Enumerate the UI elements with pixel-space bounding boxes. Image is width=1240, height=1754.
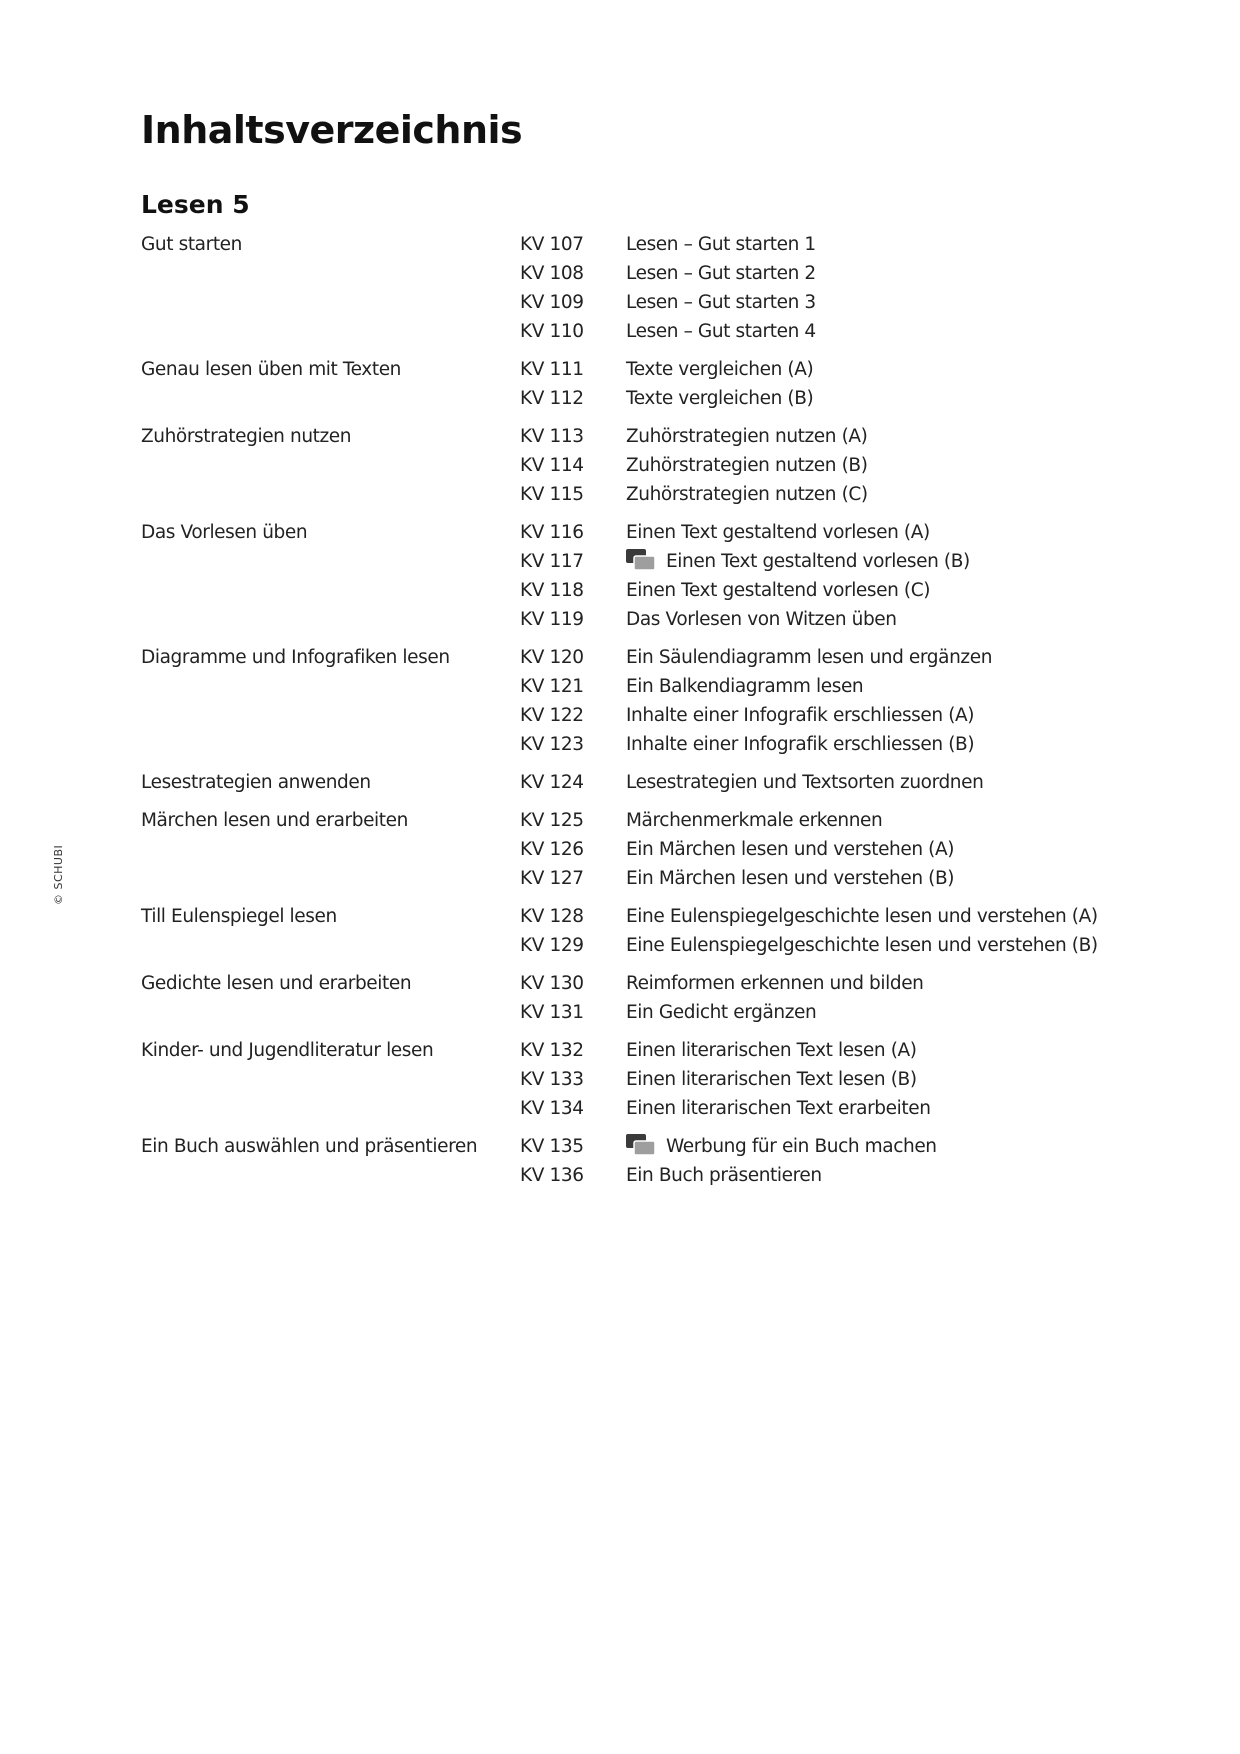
entry-title: Eine Eulenspiegelgeschichte lesen und verstehen (B)	[626, 935, 1098, 956]
entry-title-wrap	[626, 1065, 917, 1094]
kv-number: KV 127	[520, 868, 584, 889]
entry-title-wrap	[626, 998, 816, 1027]
kv-number: KV 130	[520, 973, 584, 994]
toc-entry	[141, 230, 1101, 259]
entry-title-wrap	[626, 518, 930, 547]
copyright-notice: © SCHUBI	[52, 844, 65, 905]
entry-title-wrap	[626, 576, 930, 605]
screen-media-icon	[626, 549, 656, 571]
entry-title: Inhalte einer Infografik erschliessen (B)	[626, 734, 975, 755]
entry-title-wrap	[626, 422, 867, 451]
kv-number: KV 126	[520, 839, 584, 860]
toc-group	[141, 422, 1101, 509]
toc-group	[141, 768, 1101, 797]
entry-title-wrap	[626, 969, 924, 998]
kv-number: KV 121	[520, 676, 584, 697]
entry-title-wrap	[626, 835, 954, 864]
toc-entry	[141, 1036, 1101, 1065]
toc-group	[141, 643, 1101, 759]
entry-title: Texte vergleichen (A)	[626, 359, 814, 380]
entry-title: Das Vorlesen von Witzen üben	[626, 609, 897, 630]
toc-group	[141, 230, 1101, 346]
kv-number: KV 135	[520, 1136, 584, 1157]
entry-title: Märchenmerkmale erkennen	[626, 810, 883, 831]
group-title: Lesestrategien anwenden	[141, 772, 371, 793]
kv-number: KV 118	[520, 580, 584, 601]
toc-entry	[141, 806, 1101, 835]
entry-title: Texte vergleichen (B)	[626, 388, 814, 409]
entry-title: Lesen – Gut starten 2	[626, 263, 816, 284]
entry-title-wrap	[626, 317, 816, 346]
toc-entry	[141, 902, 1101, 931]
entry-title-wrap	[626, 806, 882, 835]
entry-title-wrap	[626, 384, 813, 413]
toc-group	[141, 1036, 1101, 1123]
kv-number: KV 111	[520, 359, 584, 380]
entry-title: Ein Buch präsentieren	[626, 1165, 822, 1186]
entry-title-wrap	[626, 672, 863, 701]
entry-title-wrap	[626, 730, 974, 759]
kv-number: KV 136	[520, 1165, 584, 1186]
group-title: Zuhörstrategien nutzen	[141, 426, 352, 447]
entry-title: Inhalte einer Infografik erschliessen (A)	[626, 705, 975, 726]
entry-title: Einen Text gestaltend vorlesen (C)	[626, 580, 931, 601]
kv-number: KV 128	[520, 906, 584, 927]
group-title: Ein Buch auswählen und präsentieren	[141, 1136, 478, 1157]
entry-title: Werbung für ein Buch machen	[666, 1136, 937, 1157]
kv-number: KV 122	[520, 705, 584, 726]
group-title: Gut starten	[141, 234, 242, 255]
screen-media-icon	[626, 1134, 656, 1156]
toc-entry	[141, 451, 1101, 480]
kv-number: KV 108	[520, 263, 584, 284]
entry-title: Ein Säulendiagramm lesen und ergänzen	[626, 647, 993, 668]
kv-number: KV 129	[520, 935, 584, 956]
entry-title: Lesen – Gut starten 3	[626, 292, 816, 313]
toc-entry	[141, 259, 1101, 288]
kv-number: KV 114	[520, 455, 584, 476]
toc-entry	[141, 1094, 1101, 1123]
group-title: Das Vorlesen üben	[141, 522, 308, 543]
toc-entry	[141, 1132, 1101, 1161]
entry-title-wrap	[626, 768, 983, 797]
entry-title-wrap	[626, 547, 970, 576]
toc-group	[141, 902, 1101, 960]
toc-entry	[141, 422, 1101, 451]
entry-title: Einen literarischen Text erarbeiten	[626, 1098, 931, 1119]
entry-title-wrap	[626, 355, 813, 384]
entry-title-wrap	[626, 288, 816, 317]
icon-front-screen	[634, 1141, 655, 1155]
toc-group	[141, 355, 1101, 413]
entry-title-wrap	[626, 1132, 937, 1161]
kv-number: KV 134	[520, 1098, 584, 1119]
toc-entry	[141, 835, 1101, 864]
entry-title-wrap	[626, 480, 868, 509]
kv-number: KV 124	[520, 772, 584, 793]
entry-title: Ein Balkendiagramm lesen	[626, 676, 864, 697]
entry-title: Zuhörstrategien nutzen (C)	[626, 484, 868, 505]
kv-number: KV 110	[520, 321, 584, 342]
entry-title: Ein Märchen lesen und verstehen (A)	[626, 839, 955, 860]
toc-entry	[141, 768, 1101, 797]
entry-title-wrap	[626, 259, 816, 288]
entry-title: Lesen – Gut starten 4	[626, 321, 816, 342]
kv-number: KV 113	[520, 426, 584, 447]
toc-entry	[141, 317, 1101, 346]
toc-entry	[141, 969, 1101, 998]
table-of-contents	[141, 230, 1101, 1199]
kv-number: KV 107	[520, 234, 584, 255]
entry-title: Zuhörstrategien nutzen (A)	[626, 426, 868, 447]
kv-number: KV 123	[520, 734, 584, 755]
entry-title: Ein Märchen lesen und verstehen (B)	[626, 868, 955, 889]
entry-title: Lesen – Gut starten 1	[626, 234, 816, 255]
toc-entry	[141, 1065, 1101, 1094]
entry-title: Einen literarischen Text lesen (B)	[626, 1069, 917, 1090]
toc-entry	[141, 576, 1101, 605]
group-title: Märchen lesen und erarbeiten	[141, 810, 408, 831]
entry-title: Einen Text gestaltend vorlesen (A)	[626, 522, 930, 543]
entry-title-wrap	[626, 1094, 931, 1123]
kv-number: KV 132	[520, 1040, 584, 1061]
kv-number: KV 117	[520, 551, 584, 572]
group-title: Kinder- und Jugendliteratur lesen	[141, 1040, 434, 1061]
toc-entry	[141, 672, 1101, 701]
kv-number: KV 131	[520, 1002, 584, 1023]
toc-entry	[141, 480, 1101, 509]
toc-group	[141, 969, 1101, 1027]
entry-title-wrap	[626, 230, 816, 259]
entry-title: Einen Text gestaltend vorlesen (B)	[666, 551, 970, 572]
icon-front-screen	[634, 556, 655, 570]
entry-title-wrap	[626, 701, 974, 730]
toc-entry	[141, 998, 1101, 1027]
entry-title-wrap	[626, 902, 1098, 931]
toc-entry	[141, 355, 1101, 384]
entry-title: Ein Gedicht ergänzen	[626, 1002, 817, 1023]
group-title: Till Eulenspiegel lesen	[141, 906, 337, 927]
group-title: Genau lesen üben mit Texten	[141, 359, 402, 380]
kv-number: KV 112	[520, 388, 584, 409]
entry-title-wrap	[626, 451, 868, 480]
page-title: Inhaltsverzeichnis	[141, 108, 523, 152]
kv-number: KV 120	[520, 647, 584, 668]
toc-entry	[141, 931, 1101, 960]
toc-entry	[141, 288, 1101, 317]
toc-entry	[141, 864, 1101, 893]
kv-number: KV 125	[520, 810, 584, 831]
group-title: Diagramme und Infografiken lesen	[141, 647, 450, 668]
toc-entry	[141, 730, 1101, 759]
toc-group	[141, 806, 1101, 893]
entry-title: Lesestrategien und Textsorten zuordnen	[626, 772, 984, 793]
entry-title-wrap	[626, 605, 897, 634]
entry-title: Einen literarischen Text lesen (A)	[626, 1040, 917, 1061]
entry-title: Reimformen erkennen und bilden	[626, 973, 924, 994]
entry-title-wrap	[626, 643, 992, 672]
kv-number: KV 119	[520, 609, 584, 630]
entry-title-wrap	[626, 1036, 917, 1065]
entry-title: Eine Eulenspiegelgeschichte lesen und verstehen (A)	[626, 906, 1098, 927]
toc-group	[141, 518, 1101, 634]
kv-number: KV 116	[520, 522, 584, 543]
entry-title-wrap	[626, 931, 1098, 960]
toc-group	[141, 1132, 1101, 1190]
toc-entry	[141, 547, 1101, 576]
entry-title-wrap	[626, 864, 954, 893]
toc-entry	[141, 384, 1101, 413]
toc-entry	[141, 643, 1101, 672]
entry-title-wrap	[626, 1161, 822, 1190]
toc-entry	[141, 605, 1101, 634]
toc-entry	[141, 518, 1101, 547]
toc-entry	[141, 1161, 1101, 1190]
group-title: Gedichte lesen und erarbeiten	[141, 973, 412, 994]
kv-number: KV 109	[520, 292, 584, 313]
section-title: Lesen 5	[141, 190, 250, 219]
kv-number: KV 115	[520, 484, 584, 505]
entry-title: Zuhörstrategien nutzen (B)	[626, 455, 868, 476]
toc-entry	[141, 701, 1101, 730]
kv-number: KV 133	[520, 1069, 584, 1090]
